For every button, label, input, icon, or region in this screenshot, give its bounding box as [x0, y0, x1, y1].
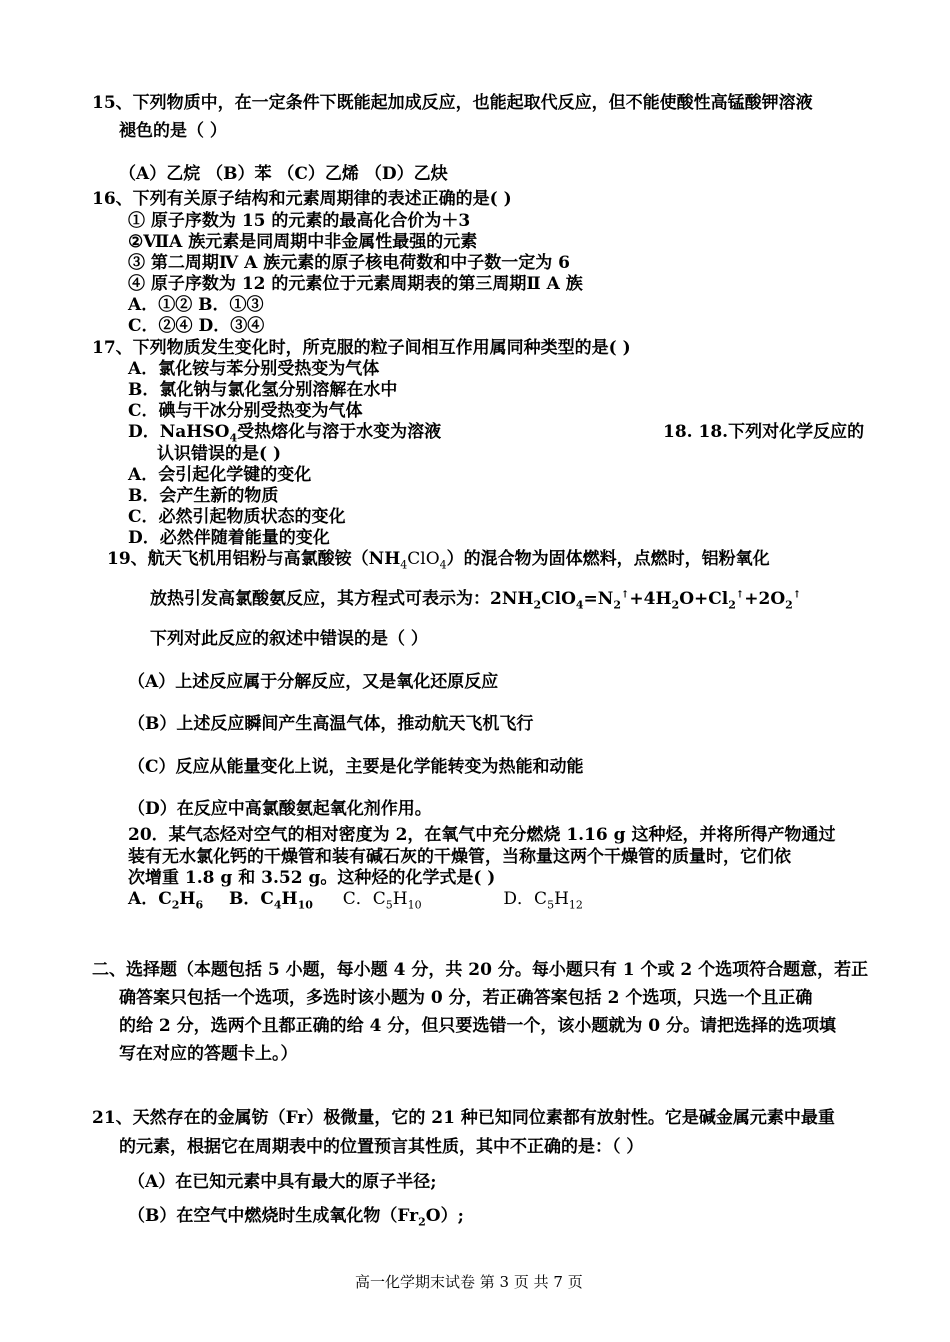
section2-line3: 的给 2 分，选两个且都正确的给 4 分，但只要选错一个，该小题就为 0 分。请把选择的选项填	[119, 1016, 836, 1036]
q18-stem-continued: 认识错误的是( )	[157, 444, 282, 464]
q16-statement-1: ① 原子序数为 15 的元素的最高化合价为＋3	[128, 211, 471, 231]
q16-stem: 16、下列有关原子结构和元素周期律的表述正确的是( )	[92, 189, 512, 209]
q18-stem: 18. 18.下列对化学反应的	[663, 422, 865, 442]
q17-option-c: C．碘与干冰分别受热变为气体	[128, 401, 363, 421]
q21-line2: 的元素，根据它在周期表中的位置预言其性质，其中不正确的是：（ ）	[119, 1137, 644, 1157]
q20-option-a: A．$C_2H_6$	[128, 889, 204, 912]
q18-option-a: A．会引起化学键的变化	[128, 465, 312, 485]
section2-line2: 确答案只包括一个选项，多选时该小题为 0 分，若正确答案包括 2 个选项，只选一个且正确	[119, 988, 813, 1008]
q18-option-d: D．必然伴随着能量的变化	[128, 528, 330, 548]
q20-line3: 次增重 1.8 g 和 3.52 g。这种烃的化学式是( )	[128, 868, 496, 888]
q21-line1: 21、天然存在的金属钫（Fr）极微量，它的 21 种已知同位素都有放射性。它是碱金属元素中最重	[92, 1108, 835, 1128]
q16-options-cd: C．②④ D．③④	[128, 316, 265, 336]
q16-options-ab: A．①② B．①③	[128, 295, 264, 315]
q21-option-a: （A）在已知元素中具有最大的原子半径;	[128, 1172, 437, 1192]
q20-line1: 20．某气态烃对空气的相对密度为 2，在氧气中充分燃烧 1.16 g 这种烃，并将所得产物通过	[128, 825, 836, 845]
q15-options: （A）乙烷 （B）苯 （C）乙烯 （D）乙炔	[119, 164, 448, 184]
q17-option-d: D．NaHSO$_4$受热熔化与溶于水变为溶液	[128, 422, 442, 445]
q20-line2: 装有无水氯化钙的干燥管和装有碱石灰的干燥管，当称量这两个干燥管的质量时，它们依	[128, 847, 791, 867]
q18-option-b: B．会产生新的物质	[128, 486, 279, 506]
q16-statement-4: ④ 原子序数为 12 的元素位于元素周期表的第三周期Ⅱ A 族	[128, 274, 583, 294]
q18-option-c: C．必然引起物质状态的变化	[128, 507, 346, 527]
q20-options	[128, 888, 583, 910]
page-footer: 高一化学期末试卷 第 3 页 共 7 页	[355, 1273, 583, 1291]
q20-option-d: D．$C_5H_{12}$	[503, 889, 583, 912]
q19-line3: 下列对此反应的叙述中错误的是（ ）	[150, 629, 428, 649]
q17-option-b: B．氯化钠与氯化氢分别溶解在水中	[128, 380, 398, 400]
q20-option-b: B．$C_4H_{10}$	[228, 889, 313, 912]
q19-option-b: （B）上述反应瞬间产生高温气体，推动航天飞机飞行	[128, 714, 534, 734]
q16-statement-2: ②ⅦA 族元素是同周期中非金属性最强的元素	[128, 232, 478, 252]
q19-line1: 19、航天飞机用铝粉与高氯酸铵$(NH_4ClO_4)$的混合物为固体燃料，点燃时，铝粉氧化	[107, 549, 770, 572]
q15-line2: 褪色的是（ ）	[119, 121, 227, 141]
section2-line4: 写在对应的答题卡上。）	[119, 1044, 298, 1064]
q19-option-d: （D）在反应中高氯酸氨起氧化剂作用。	[128, 799, 432, 819]
q19-option-c: （C）反应从能量变化上说，主要是化学能转变为热能和动能	[128, 757, 584, 777]
q19-line2-equation: 放热引发高氯酸氨反应，其方程式可表示为：$2NH_2ClO_4=N_2^↑+4H_2O+Cl_2^↑+2O_2^↑$	[150, 589, 802, 612]
q19-option-a: （A）上述反应属于分解反应，又是氧化还原反应	[128, 672, 499, 692]
q15-line1: 15、下列物质中，在一定条件下既能起加成反应，也能起取代反应，但不能使酸性高锰酸钾溶液	[92, 93, 813, 113]
q20-option-c: C．$C_5H_{10}$	[342, 889, 422, 912]
q17-stem: 17、下列物质发生变化时，所克服的粒子间相互作用属同种类型的是( )	[92, 338, 631, 358]
q16-statement-3: ③ 第二周期Ⅳ A 族元素的原子核电荷数和中子数一定为 6	[128, 253, 570, 273]
section2-line1: 二、选择题（本题包括 5 小题，每小题 4 分，共 20 分。每小题只有 1 个或 2 个选项符合题意，若正	[92, 960, 869, 980]
q21-option-b: （B）在空气中燃烧时生成氧化物$(Fr_2O)$;	[128, 1206, 464, 1229]
q17-option-a: A．氯化铵与苯分别受热变为气体	[128, 359, 380, 379]
